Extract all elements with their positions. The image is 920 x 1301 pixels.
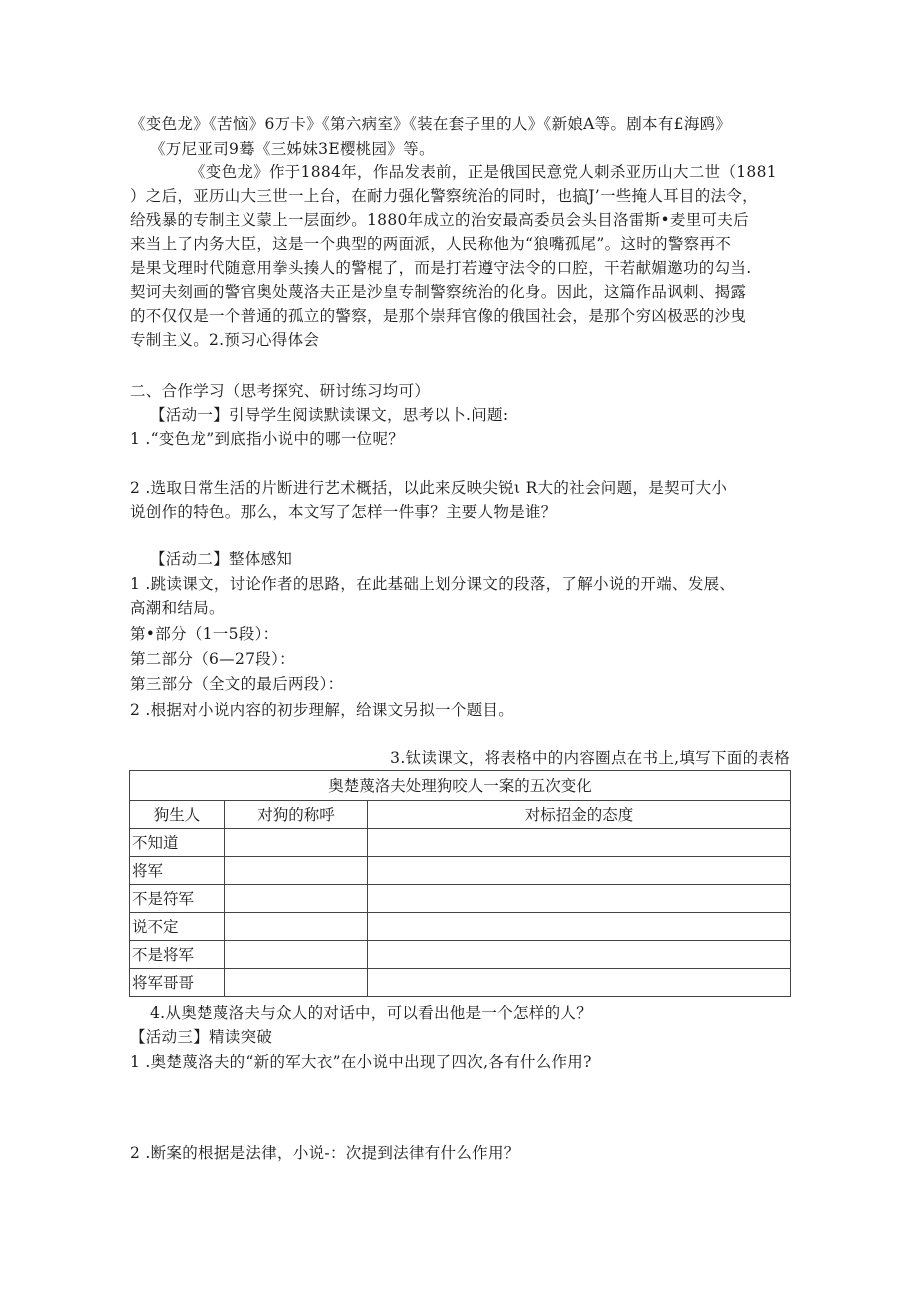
- table-cell: 将军: [130, 857, 225, 885]
- activity-3-title: 【活动三】精读突破: [130, 1028, 273, 1046]
- activity-2-title: 【活动二】整体感知: [150, 550, 293, 568]
- background-line: 专制主义。2.预习心得体会: [130, 331, 320, 349]
- table-row: [130, 941, 791, 969]
- activity-2-question-2: 2 .根据对小说内容的初步理解，给课文另拟一个题目。: [130, 701, 515, 719]
- table-row: [130, 969, 791, 997]
- background-line: 的不仅仅是一个普通的孤立的警察，是那个崇拜官像的俄国社会，是那个穷凶极恶的沙曳: [130, 307, 747, 325]
- activity-1-question-1: 1 .“变色龙”到底指小说中的哪一位呢？: [130, 430, 405, 448]
- background-line: 是果戈理时代随意用拳头揍人的警棍了，而是打若遵守法令的口腔，干若献媚邀功的勾当.: [130, 259, 752, 277]
- background-line: 来当上了内务大臣，这是一个典型的两面派，人民称他为“狼嘴孤尾”。这时的警察再不: [130, 235, 732, 253]
- table-row: [130, 913, 791, 941]
- table-cell-blank[interactable]: [368, 941, 791, 969]
- table-row: [130, 829, 791, 857]
- part-1-label: 第•部分（1一5段）：: [130, 625, 279, 643]
- background-line: 《变色龙》作于1884年，作品发表前，正是俄国民意党人刺杀亚历山大二世（1881: [190, 163, 777, 181]
- table-row: [130, 885, 791, 913]
- table-cell: 将军哥哥: [130, 969, 225, 997]
- activity-3-question-1: 1 .奥楚蔑洛夫的“新的军大衣”在小说中出现了四次,各有什么作用?: [130, 1053, 592, 1071]
- table-cell: 不知道: [130, 829, 225, 857]
- table-cell: 说不定: [130, 913, 225, 941]
- activity-2-question-1-cont: 高潮和结局。: [130, 599, 225, 617]
- intro-line-1: 《变色龙》《苦恼》6万卡》《第六病室》《装在套子里的人》《新娘A等。剧本有£海鸥》: [130, 115, 732, 133]
- table-header-cell: 狗生人: [130, 801, 225, 829]
- section-2-title: 二、合作学习（思考探究、研讨练习均可）: [130, 382, 431, 400]
- table-cell-blank[interactable]: [368, 857, 791, 885]
- table-row: [130, 857, 791, 885]
- changes-table: [129, 770, 791, 997]
- table-cell-blank[interactable]: [225, 829, 368, 857]
- table-cell: 不是符军: [130, 885, 225, 913]
- question-4: 4.从奥楚蔑洛夫与众人的对话中，可以看出他是一个怎样的人？: [150, 1004, 592, 1022]
- activity-1-question-2: 2 .选取日常生活的片断进行艺术概括，以此来反映尖锐ι R大的社会问题，是契可大小: [130, 479, 728, 497]
- background-line: ）之后，亚历山大三世一上台，在耐力强化警察统治的同时，也搞J’一些掩人耳目的法令，: [130, 187, 758, 205]
- table-cell: 不是将军: [130, 941, 225, 969]
- table-cell-blank[interactable]: [225, 913, 368, 941]
- table-cell-blank[interactable]: [368, 885, 791, 913]
- intro-line-2: 《万尼亚司9蓦《三姊妹3E樱桃园》等。: [150, 140, 435, 158]
- table-cell-blank[interactable]: [225, 885, 368, 913]
- table-cell-blank[interactable]: [368, 913, 791, 941]
- table-cell-blank[interactable]: [225, 857, 368, 885]
- activity-1-title: 【活动一】引导学生阅读默读课文，思考以卜.问题:: [150, 406, 509, 424]
- background-line: 给残暴的专制主义蒙上一层面纱。1880年成立的治安最高委员会头目洛雷斯•麦里可夫后: [130, 211, 749, 229]
- part-2-label: 第二部分（6—27段）：: [130, 650, 295, 668]
- table-cell-blank[interactable]: [368, 969, 791, 997]
- table-header-cell: 对标招金的态度: [368, 801, 791, 829]
- table-cell-blank[interactable]: [225, 969, 368, 997]
- table-cell-blank[interactable]: [368, 829, 791, 857]
- activity-3-question-2: 2 .断案的根据是法律，小说-：次提到法律有什么作用？: [130, 1144, 520, 1162]
- table-caption: 奥楚蔑洛夫处理狗咬人一案的五次变化: [130, 771, 791, 801]
- activity-2-question-1: 1 .跳读课文，讨论作者的思路，在此基础上划分课文的段落，了解小说的开端、发展、: [130, 575, 736, 593]
- activity-2-question-3: 3.钛读课文，将表格中的内容圈点在书上,填写下面的表格: [390, 749, 790, 767]
- activity-1-question-2-cont: 说创作的特色。那么，本文写了怎样一件事？主要人物是谁？: [130, 503, 557, 521]
- table-cell-blank[interactable]: [225, 941, 368, 969]
- background-line: 契诃夫刻画的警官奥处蔑洛夫正是沙皇专制警察统治的化身。因此，这篇作品讽刺、揭露: [130, 283, 747, 301]
- part-3-label: 第三部分（全文的最后两段）：: [130, 675, 344, 693]
- table-header-cell: 对狗的称呼: [225, 801, 368, 829]
